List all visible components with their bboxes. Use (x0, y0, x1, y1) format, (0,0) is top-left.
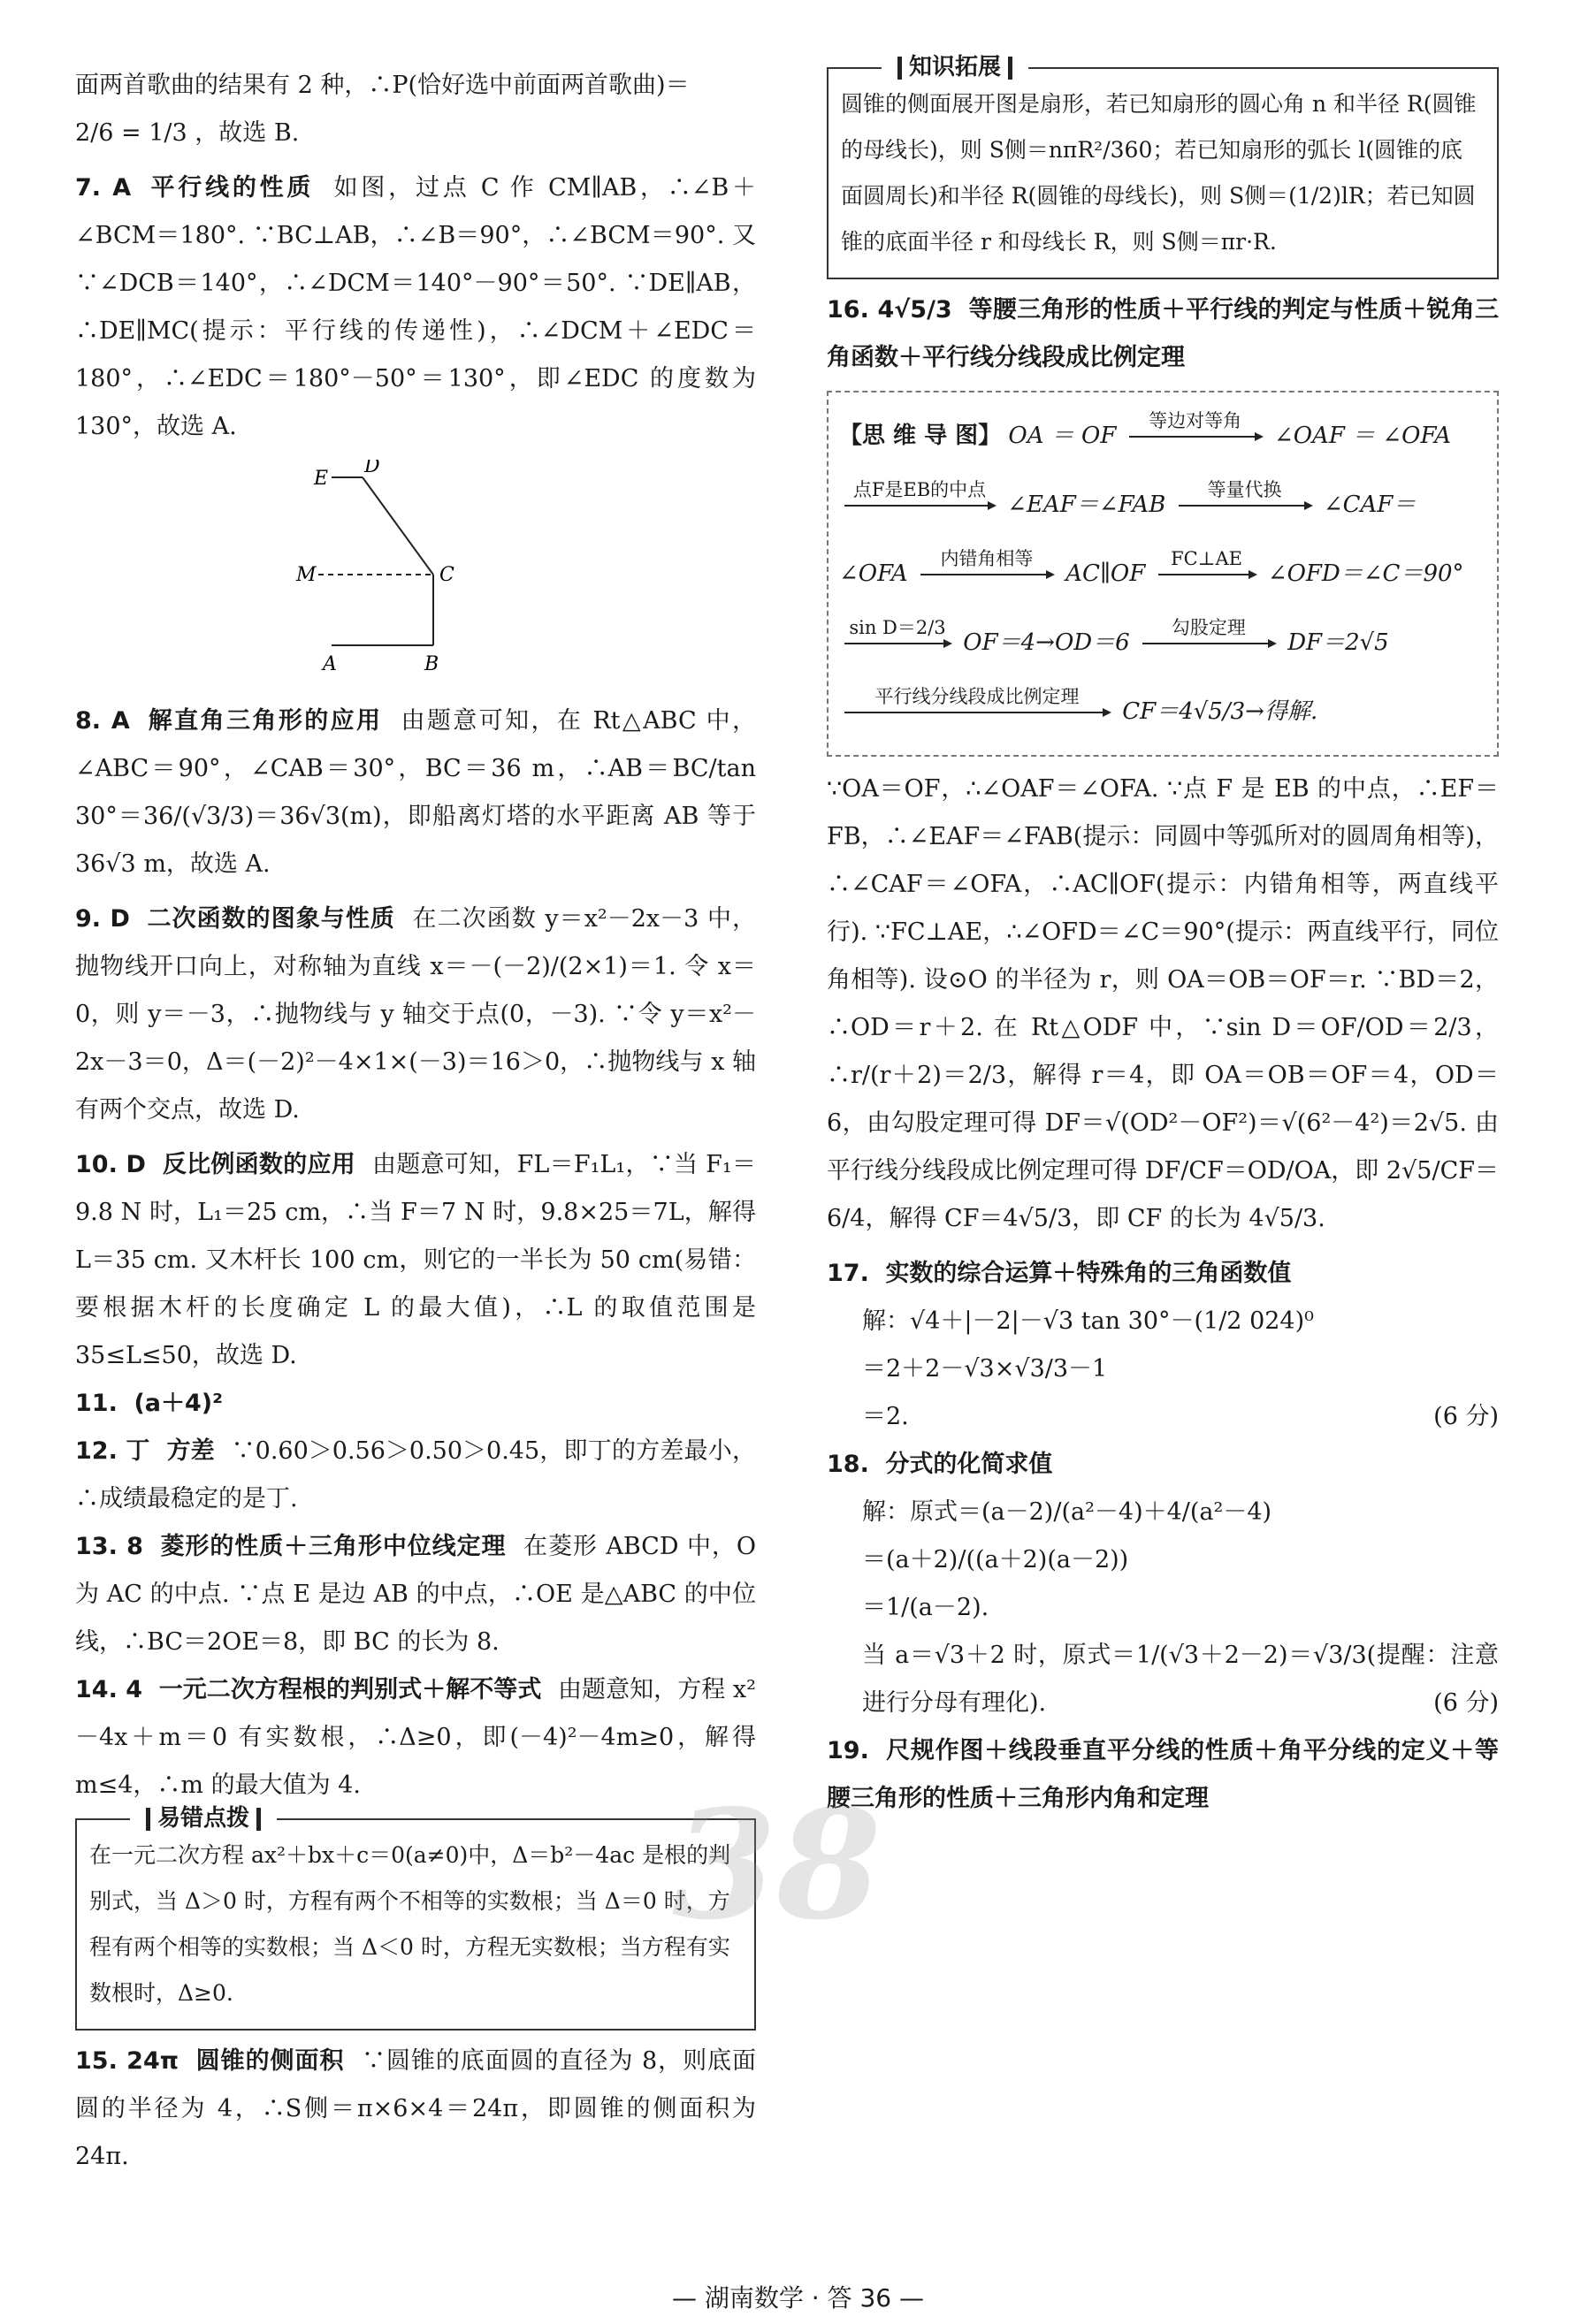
question-13-topic: 菱形的性质＋三角形中位线定理 (160, 1533, 507, 1560)
question-8-topic: 解直角三角形的应用 (148, 707, 383, 735)
mind-map-row-2 (839, 470, 1486, 539)
mind-node: ∠CAF＝ (1323, 491, 1417, 518)
label-C: C (439, 564, 454, 586)
question-14-topic: 一元二次方程根的判别式＋解不等式 (158, 1676, 542, 1703)
mind-arrow-label: 点F是EB的中点 (852, 479, 987, 500)
left-column (75, 62, 756, 2181)
mind-arrow (1179, 479, 1311, 507)
mistake-tip-text: 在一元二次方程 ax²＋bx＋c＝0(a≠0)中，Δ＝b²－4ac 是根的判别式，当 Δ＞0 时，方程有两个不相等的实数根；当 Δ＝0 时，方程有两个相等的实数根；当 Δ＜0 时，方程无实数根；当方程有实数根时，Δ≥0. (89, 1842, 731, 2006)
question-12-body: ∵0.60＞0.56＞0.50＞0.45，即丁的方差最小，∴成绩最稳定的是丁. (75, 1437, 757, 1513)
question-8-body: 由题意可知，在 Rt△ABC 中，∠ABC＝90°，∠CAB＝30°，BC＝36 m，∴AB＝BC/tan 30°＝36/(√3/3)＝36√3(m)，即船离灯塔的水平距离 AB 等于 36√3 m，故选 A. (75, 707, 757, 878)
mind-map-row-4 (839, 608, 1486, 677)
mind-node: ∠OAF ＝ ∠OFA (1273, 423, 1452, 449)
mistake-tip-box (75, 1805, 756, 2031)
mind-node: DF＝2√5 (1287, 629, 1389, 656)
knowledge-box (827, 54, 1499, 279)
mind-arrow-label: FC⊥AE (1171, 548, 1242, 569)
mind-arrow (1129, 410, 1262, 438)
q17-line-1: 解：√4＋|－2|－√3 tan 30°－(1/2 024)⁰ (862, 1307, 1314, 1335)
question-16 (827, 286, 1499, 382)
knowledge-title (882, 50, 1028, 85)
title-bar-icon (146, 1808, 150, 1831)
question-13-body: 在菱形 ABCD 中，O 为 AC 的中点. ∵点 E 是边 AB 的中点，∴OE 是△ABC 的中位线，∴BC＝2OE＝8，即 BC 的长为 8. (75, 1533, 756, 1656)
mind-arrow-label: 勾股定理 (1171, 617, 1246, 638)
right-column (827, 54, 1499, 1823)
mind-arrow (1158, 548, 1256, 575)
label-E: E (314, 468, 329, 490)
question-18-number: 18. (827, 1451, 869, 1478)
geometry-diagram (279, 460, 491, 681)
q18-score: (6 分) (1433, 1689, 1499, 1717)
mind-map (827, 391, 1499, 757)
mind-node: ∠OFD＝∠C＝90° (1267, 560, 1464, 587)
page-footer: — 湖南数学 · 答 36 — (671, 2283, 925, 2313)
mind-arrow (920, 548, 1053, 575)
mind-arrow-label: 等量代换 (1207, 479, 1282, 500)
question-16-topic: 等腰三角形的性质＋平行线的判定与性质＋锐角三角函数＋平行线分线段成比例定理 (827, 296, 1499, 371)
mind-arrow (1142, 617, 1275, 644)
question-7-number: 7. A (75, 174, 132, 202)
q18-result: 当 a＝√3＋2 时，原式＝1/(√3＋2－2)＝√3/3(提醒：注意进行分母有理化). (862, 1642, 1499, 1717)
knowledge-text: 圆锥的侧面展开图是扇形，若已知扇形的圆心角 n 和半径 R(圆锥的母线长)，则 S侧＝nπR²/360；若已知扇形的弧长 l(圆锥的底面圆周长)和半径 R(圆锥的母线长)，则 S侧＝(1/2)lR；若已知圆锥的底面半径 r 和母线长 R，则 S侧＝πr·R. (841, 91, 1477, 255)
label-D: D (364, 460, 380, 477)
mistake-tip-title-text: 易错点拨 (157, 1805, 250, 1832)
question-9 (75, 895, 756, 1134)
q17-line-3 (827, 1393, 1499, 1441)
question-11-answer: (a＋4)² (134, 1390, 223, 1417)
mind-map-row-1 (839, 401, 1486, 470)
question-7-topic: 平行线的性质 (150, 174, 315, 202)
question-10 (75, 1141, 756, 1380)
question-19-topic: 尺规作图＋线段垂直平分线的性质＋角平分线的定义＋等腰三角形的性质＋三角形内角和定理 (827, 1737, 1499, 1812)
mind-node: OA ＝ OF (1008, 423, 1117, 449)
mind-node: CF＝4√5/3→得解. (1122, 698, 1318, 725)
question-10-topic: 反比例函数的应用 (162, 1151, 356, 1178)
intro-line-2: 2/6 = 1/3 ，故选 B. (75, 119, 300, 147)
mind-node: AC∥OF (1065, 560, 1146, 587)
question-8 (75, 697, 756, 888)
question-11-number: 11. (75, 1390, 118, 1417)
title-bar-icon (1008, 57, 1012, 80)
q17-result: ＝2. (862, 1403, 909, 1430)
question-17-topic: 实数的综合运算＋特殊角的三角函数值 (885, 1260, 1292, 1287)
question-14 (75, 1666, 756, 1810)
mind-arrow (844, 479, 995, 507)
question-9-number: 9. D (75, 905, 130, 933)
question-9-body: 在二次函数 y＝x²－2x－3 中，抛物线开口向上，对称轴为直线 x＝－(－2)/(2×1)＝1. 令 x＝0，则 y＝－3，∴抛物线与 y 轴交于点(0，－3). ∵令 y＝x²－2x－3＝0，Δ＝(－2)²－4×1×(－3)＝16＞0，∴抛物线与 x 轴有两个交点，故选 D. (75, 905, 756, 1124)
question-8-number: 8. A (75, 707, 130, 735)
title-bar-icon (897, 57, 902, 80)
mind-map-title: 【思 维 导 图】 (839, 423, 1002, 449)
question-19-number: 19. (827, 1737, 869, 1764)
question-7 (75, 164, 756, 451)
question-13 (75, 1523, 756, 1666)
knowledge-title-text: 知识拓展 (909, 54, 1002, 80)
mind-node: ∠EAF＝∠FAB (1007, 491, 1166, 518)
intro-line-1: 面两首歌曲的结果有 2 种，∴P(恰好选中前面两首歌曲)＝ (75, 72, 690, 99)
question-16-number: 16. 4√5/3 (827, 296, 952, 324)
question-17 (827, 1250, 1499, 1298)
question-15-number: 15. 24π (75, 2047, 179, 2075)
mind-arrow-label: 平行线分线段成比例定理 (874, 686, 1080, 707)
question-18-topic: 分式的化简求值 (885, 1451, 1053, 1478)
mind-arrow (844, 686, 1110, 713)
question-12-topic: 方差 (166, 1437, 215, 1465)
q18-line-1: 解：原式＝(a－2)/(a²－4)＋4/(a²－4) (862, 1498, 1272, 1526)
mistake-tip-title (130, 1801, 277, 1836)
title-bar-icon (256, 1808, 261, 1831)
question-13-number: 13. 8 (75, 1533, 143, 1560)
q17-score: (6 分) (1433, 1403, 1499, 1430)
question-14-number: 14. 4 (75, 1676, 143, 1703)
label-B: B (424, 653, 439, 675)
question-15 (75, 2038, 756, 2181)
question-12-number: 12. 丁 (75, 1437, 150, 1465)
q18-line-2: ＝(a＋2)/((a＋2)(a－2)) (862, 1546, 1129, 1573)
mind-map-row-3 (839, 539, 1486, 608)
question-12 (75, 1428, 756, 1523)
question-17-number: 17. (827, 1260, 869, 1287)
mind-node: OF＝4→OD＝6 (963, 629, 1130, 656)
label-M: M (296, 564, 317, 586)
question-15-topic: 圆锥的侧面积 (195, 2047, 345, 2075)
question-14-body: 由题意知，方程 x²－4x＋m＝0 有实数根，∴Δ≥0，即(－4)²－4m≥0，解得 m≤4，∴m 的最大值为 4. (75, 1676, 756, 1799)
question-10-body: 由题意可知，FL＝F₁L₁，∵当 F₁＝9.8 N 时，L₁＝25 cm，∴当 F＝7 N 时，9.8×25＝7L，解得 L＝35 cm. 又木杆长 100 cm，则它的一半长为 50 cm(易错：要根据木杆的长度确定 L 的最大值)，∴L 的取值范围是 35≤L≤50，故选 D. (75, 1151, 756, 1369)
mind-arrow-label: 内错角相等 (940, 548, 1034, 569)
question-10-number: 10. D (75, 1151, 146, 1178)
mind-node: ∠OFA (839, 560, 908, 587)
mind-arrow-label: 等边对等角 (1149, 410, 1242, 431)
question-9-topic: 二次函数的图象与性质 (147, 905, 395, 933)
mind-map-row-5 (839, 677, 1486, 746)
q17-line-2: ＝2＋2－√3×√3/3－1 (862, 1355, 1108, 1383)
question-19 (827, 1727, 1499, 1823)
question-18 (827, 1441, 1499, 1489)
question-11 (75, 1380, 756, 1428)
mind-arrow-label: sin D＝2/3 (849, 617, 946, 638)
q18-line-4 (827, 1632, 1499, 1727)
question-15-body: ∵圆锥的底面圆的直径为 8，则底面圆的半径为 4，∴S侧＝π×6×4＝24π，即圆锥的侧面积为 24π. (75, 2047, 756, 2170)
label-A: A (323, 653, 337, 675)
question-16-body: ∵OA＝OF，∴∠OAF＝∠OFA. ∵点 F 是 EB 的中点，∴EF＝FB，∴∠EAF＝∠FAB(提示：同圆中等弧所对的圆周角相等)，∴∠CAF＝∠OFA，∴AC∥OF(提示：内错角相等，两直线平行). ∵FC⊥AE，∴∠OFD＝∠C＝90°(提示：两直线平行，同位角相等). 设⊙O 的半径为 r，则 OA＝OB＝OF＝r. ∵BD＝2，∴OD＝r＋2. 在 Rt△ODF 中，∵sin D＝OF/OD＝2/3，∴r/(r＋2)＝2/3，解得 r＝4，即 OA＝OB＝OF＝4，OD＝6，由勾股定理可得 DF＝√(OD²－OF²)＝√(6²－4²)＝2√5. 由平行线分线段成比例定理可得 DF/CF＝OD/OA，即 2√5/CF＝6/4，解得 CF＝4√5/3，即 CF 的长为 4√5/3. (827, 775, 1499, 1232)
question-7-body: 如图，过点 C 作 CM∥AB，∴∠B＋∠BCM＝180°. ∵BC⊥AB，∴∠B＝90°，∴∠BCM＝90°. 又∵∠DCB＝140°，∴∠DCM＝140°－90°＝50°. ∵DE∥AB，∴DE∥MC(提示：平行线的传递性)，∴∠DCM＋∠EDC＝180°，∴∠EDC＝180°－50°＝130°，即∠EDC 的度数为 130°，故选 A. (75, 174, 756, 440)
q18-line-3: ＝1/(a－2). (862, 1594, 989, 1621)
mind-arrow (844, 617, 951, 644)
watermark-logo: 38 (672, 1777, 882, 1954)
